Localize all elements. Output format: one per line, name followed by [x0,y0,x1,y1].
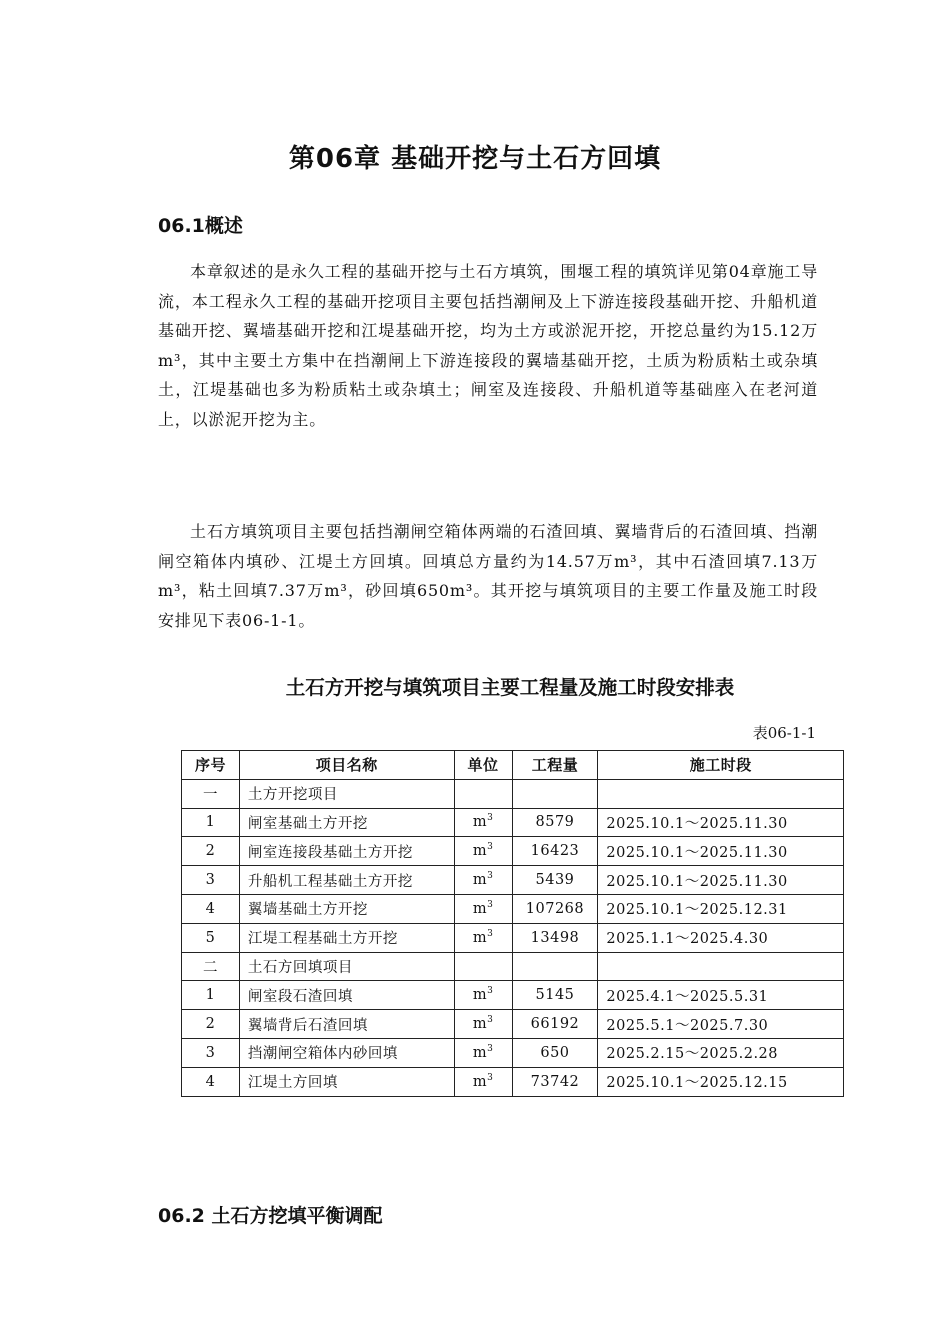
table-row [182,808,844,837]
section-heading-overview: 06.1概述 [158,215,243,237]
table-row [182,1038,844,1067]
row-unit: $m^3$ [454,1067,512,1096]
row-qty: 5145 [512,981,598,1010]
row-seq: 4 [182,894,240,923]
row-period: 2025.10.1～2025.12.15 [598,1067,844,1096]
row-qty: 107268 [512,894,598,923]
table-row [182,1067,844,1096]
row-qty: 8579 [512,808,598,837]
row-unit: $m^3$ [454,923,512,952]
row-period: 2025.1.1～2025.4.30 [598,923,844,952]
row-unit: $m^3$ [454,1038,512,1067]
row-seq: 4 [182,1067,240,1096]
table-row [182,1010,844,1039]
header-qty: 工程量 [512,751,598,780]
row-period: 2025.10.1～2025.11.30 [598,837,844,866]
table-group-row [182,952,844,981]
row-qty: 16423 [512,837,598,866]
row-name: 江堤土方回填 [239,1067,454,1096]
table-row [182,837,844,866]
table-number: 表06-1-1 [752,724,816,742]
row-name: 翼墙背后石渣回填 [239,1010,454,1039]
row-name: 闸室连接段基础土方开挖 [239,837,454,866]
row-qty: 73742 [512,1067,598,1096]
group-name: 土方开挖项目 [239,779,454,808]
group-seq: 一 [182,779,240,808]
row-qty: 13498 [512,923,598,952]
row-name: 挡潮闸空箱体内砂回填 [239,1038,454,1067]
table-caption: 土石方开挖与填筑项目主要工程量及施工时段安排表 [285,676,735,699]
row-unit: $m^3$ [454,981,512,1010]
row-seq: 1 [182,808,240,837]
row-qty: 5439 [512,866,598,895]
section-heading-balance: 06.2 土石方挖填平衡调配 [158,1205,383,1227]
table-row [182,866,844,895]
row-name: 闸室基础土方开挖 [239,808,454,837]
row-period: 2025.2.15～2025.2.28 [598,1038,844,1067]
works-schedule-table [181,750,844,1097]
row-name: 升船机工程基础土方开挖 [239,866,454,895]
row-period: 2025.10.1～2025.12.31 [598,894,844,923]
row-qty: 650 [512,1038,598,1067]
row-period: 2025.10.1～2025.11.30 [598,866,844,895]
row-unit: $m^3$ [454,837,512,866]
header-seq: 序号 [182,751,240,780]
group-name: 土石方回填项目 [239,952,454,981]
row-unit: $m^3$ [454,1010,512,1039]
row-unit: $m^3$ [454,808,512,837]
header-unit: 单位 [454,751,512,780]
row-seq: 3 [182,1038,240,1067]
row-seq: 2 [182,837,240,866]
header-name: 项目名称 [239,751,454,780]
group-seq: 二 [182,952,240,981]
table-row [182,923,844,952]
chapter-title: 第06章 基础开挖与土石方回填 [288,144,662,174]
header-period: 施工时段 [598,751,844,780]
overview-paragraph-1: 本章叙述的是永久工程的基础开挖与土石方填筑，围堰工程的填筑详见第04章施工导流，本工程永久工程的基础开挖项目主要包括挡潮闸及上下游连接段基础开挖、升船机道基础开挖、翼墙基础开挖和江堤基础开挖，均为土方或淤泥开挖，开挖总量约为15.12万m³，其中主要土方集中在挡潮闸上下游连接段的翼墙基础开挖，土质为粉质粘土或杂填土，江堤基础也多为粉质粘土或杂填土；闸室及连接段、升船机道等基础座入在老河道上，以淤泥开挖为主。 [158,262,818,429]
table-row [182,981,844,1010]
row-period: 2025.10.1～2025.11.30 [598,808,844,837]
row-seq: 5 [182,923,240,952]
row-seq: 2 [182,1010,240,1039]
table-row [182,894,844,923]
overview-paragraph-2: 土石方填筑项目主要包括挡潮闸空箱体两端的石渣回填、翼墙背后的石渣回填、挡潮闸空箱体内填砂、江堤土方回填。回填总方量约为14.57万m³，其中石渣回填7.13万m³，粘土回填7.37万m³，砂回填650m³。其开挖与填筑项目的主要工作量及施工时段安排见下表06-1-1。 [158,522,818,630]
table-header-row [182,751,844,780]
row-unit: $m^3$ [454,866,512,895]
table-group-row [182,779,844,808]
row-seq: 3 [182,866,240,895]
row-name: 闸室段石渣回填 [239,981,454,1010]
row-name: 江堤工程基础土方开挖 [239,923,454,952]
row-unit: $m^3$ [454,894,512,923]
row-name: 翼墙基础土方开挖 [239,894,454,923]
row-seq: 1 [182,981,240,1010]
row-period: 2025.4.1～2025.5.31 [598,981,844,1010]
row-period: 2025.5.1～2025.7.30 [598,1010,844,1039]
row-qty: 66192 [512,1010,598,1039]
